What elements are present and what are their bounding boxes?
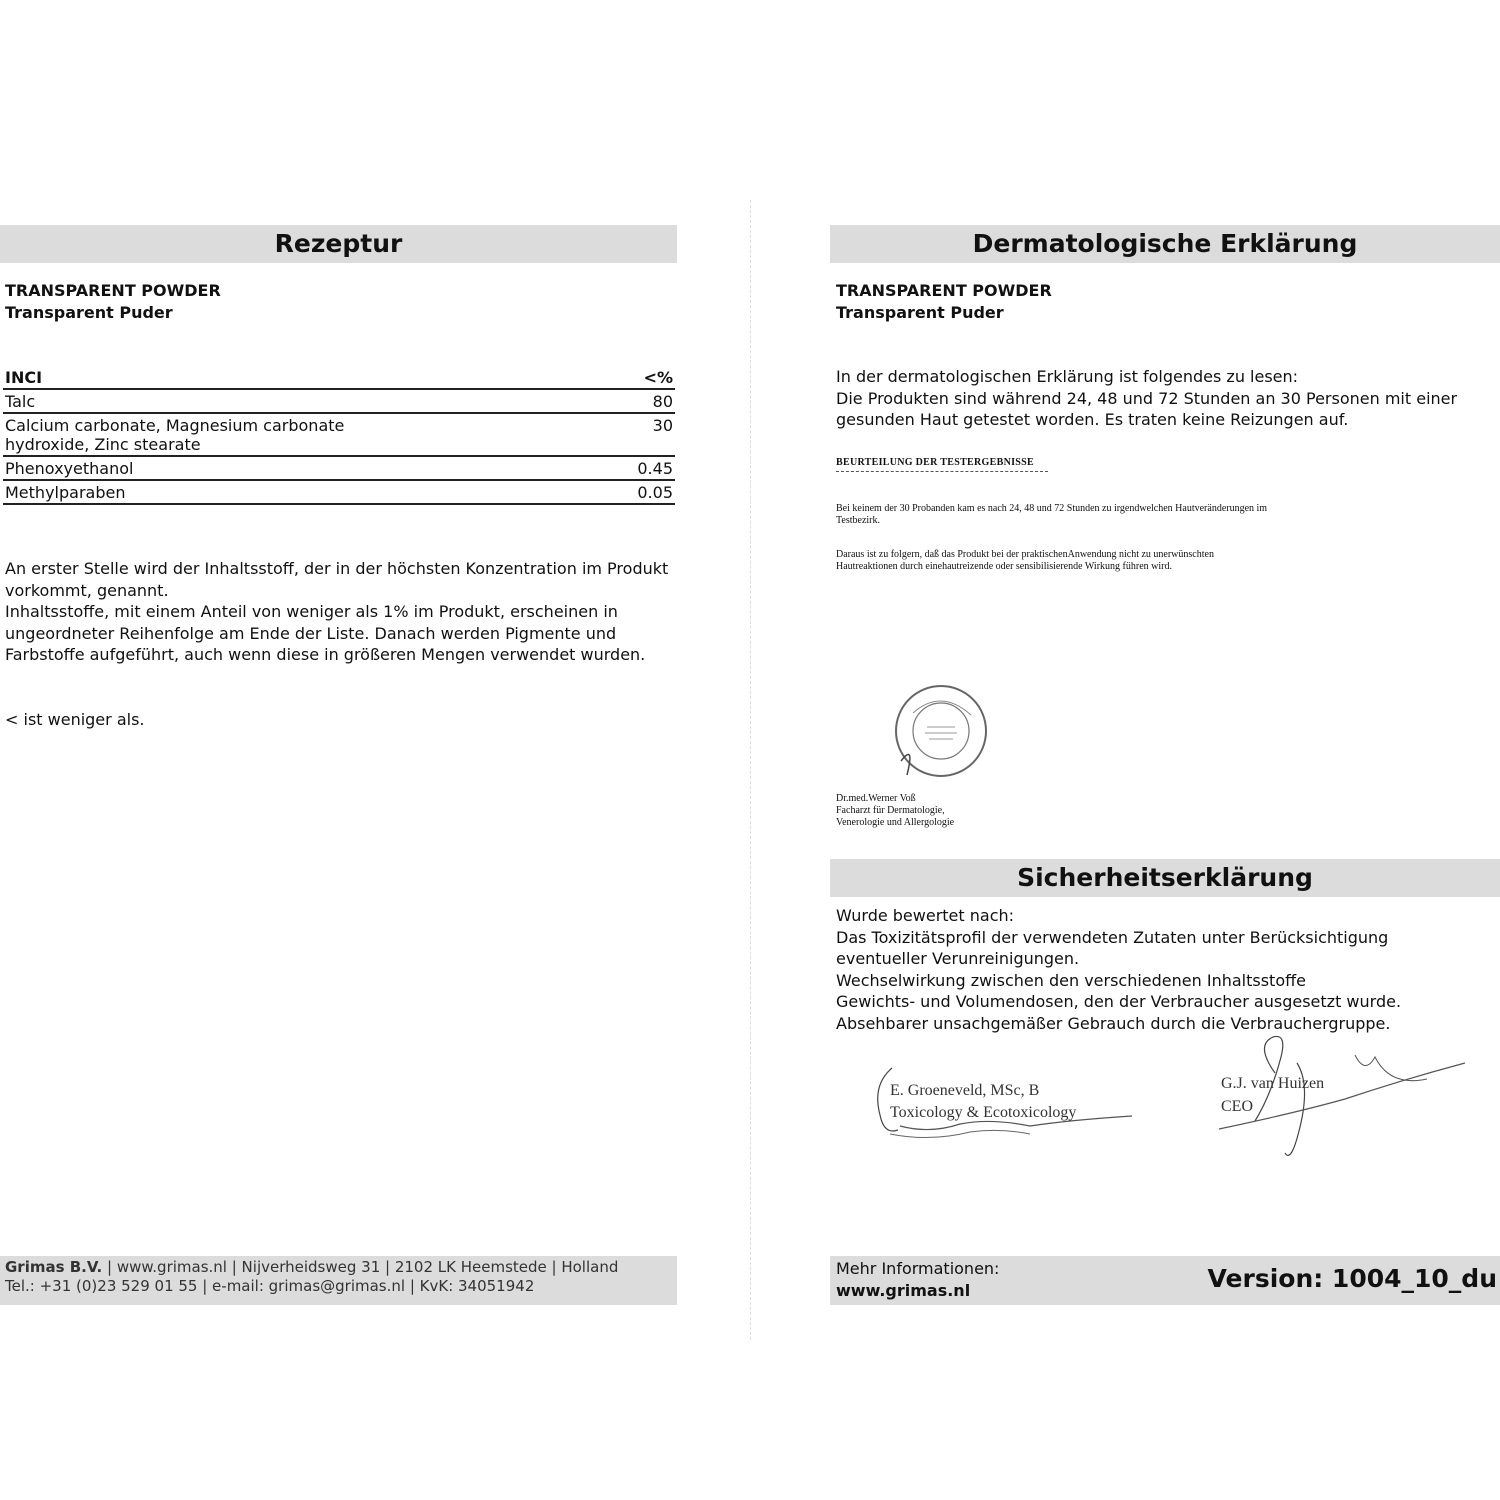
- intro-line: In der dermatologischen Erklärung ist folgendes zu lesen:: [836, 367, 1299, 386]
- left-footer: [0, 1256, 677, 1305]
- signature-1-role: Toxicology & Ecotoxicology: [890, 1104, 1077, 1121]
- table-row: [3, 480, 675, 504]
- version-label: Version: 1004_10_du: [1207, 1264, 1497, 1293]
- rezeptur-title: Rezeptur: [0, 225, 677, 263]
- scan-paragraph-1: Bei keinem der 30 Probanden kam es nach 24, 48 und 72 Stunden zu irgendwelchen Hautveränderungen im Testbezirk.: [836, 503, 1268, 526]
- footer-contact: Tel.: +31 (0)23 529 01 55 | e-mail: grimas@grimas.nl | KvK: 34051942: [5, 1277, 535, 1295]
- right-product-subname: Transparent Puder: [836, 303, 1004, 322]
- safety-line: Wechselwirkung zwischen den verschiedenen Inhaltsstoffe: [836, 970, 1306, 990]
- percent-header: <%: [643, 368, 673, 387]
- signature-2-name: G.J. van Huizen: [1221, 1075, 1325, 1092]
- inci-table-wrap: [3, 366, 675, 505]
- table-row: [3, 389, 675, 413]
- page-divider: [750, 200, 751, 1340]
- safety-line: Absehbarer unsachgemäßer Gebrauch durch die Verbrauchergruppe.: [836, 1013, 1391, 1033]
- ingredient-name: Phenoxyethanol: [5, 459, 134, 478]
- ingredient-value: 30: [652, 416, 673, 435]
- left-paragraph-1: An erster Stelle wird der Inhaltsstoff, der in der höchsten Konzentration im Produkt vorkommt, genannt.: [5, 559, 669, 600]
- left-paragraph-2: Inhaltsstoffe, mit einem Anteil von weniger als 1% im Produkt, erscheinen in ungeordneter Reihenfolge am Ende der Liste. Danach werden Pigmente und Farbstoffe aufgeführt, auch wenn diese in größeren Mengen verwendet wurden.: [5, 602, 646, 664]
- safety-line: Das Toxizitätsprofil der verwendeten Zutaten unter Berücksichtigung eventueller Verunreinigungen.: [836, 927, 1389, 968]
- scan-paragraph-2: Daraus ist zu folgern, daß das Produkt bei der praktischenAnwendung nicht zu unerwünschten Hautreaktionen durch einehautreizende oder sensibilisierende Wirkung führen wird.: [836, 549, 1214, 572]
- footer-address: | www.grimas.nl | Nijverheidsweg 31 | 2102 LK Heemstede | Holland: [102, 1258, 619, 1276]
- inci-header: INCI: [5, 368, 43, 387]
- website-link[interactable]: www.grimas.nl: [836, 1281, 971, 1300]
- signature-1-name: E. Groeneveld, MSc, B: [890, 1082, 1040, 1099]
- signature-2-role: CEO: [1221, 1098, 1253, 1115]
- safety-line: Wurde bewertet nach:: [836, 906, 1015, 925]
- left-product-name: TRANSPARENT POWDER: [5, 281, 221, 300]
- doctor-signature-block: [836, 793, 954, 829]
- more-info-label: Mehr Informationen:: [836, 1259, 1000, 1278]
- inci-table-header: [3, 366, 675, 389]
- safety-line: Gewichts- und Volumendosen, den der Verbraucher ausgesetzt wurde.: [836, 992, 1402, 1011]
- left-product-subname: Transparent Puder: [5, 303, 173, 322]
- table-row: [3, 413, 675, 456]
- right-footer: [830, 1256, 1500, 1305]
- ingredient-value: 0.45: [637, 459, 673, 478]
- scan-heading-underline: [836, 471, 1048, 472]
- ingredient-value: 0.05: [637, 483, 673, 502]
- intro-line: Die Produkten sind während 24, 48 und 72 Stunden an 30 Personen mit einer gesunden Haut getestet worden. Es traten keine Reizungen auf.: [836, 388, 1458, 429]
- ingredient-name: Methylparaben: [5, 483, 126, 502]
- dermatology-title: Dermatologische Erklärung: [830, 225, 1500, 263]
- dermatology-stamp: [893, 683, 989, 779]
- doctor-line: Venerologie und Allergologie: [836, 817, 955, 828]
- doctor-line: Facharzt für Dermatologie,: [836, 805, 945, 816]
- inci-table: [3, 366, 675, 505]
- ingredient-value: 80: [652, 392, 673, 411]
- less-than-legend: < ist weniger als.: [5, 710, 145, 729]
- dermatology-intro: [836, 366, 1476, 431]
- ingredient-name: Talc: [5, 392, 36, 411]
- doctor-line: Dr.med.Werner Voß: [836, 793, 916, 804]
- signature-van-huizen: [1215, 1035, 1470, 1165]
- safety-statement: [836, 905, 1476, 1034]
- right-product-name: TRANSPARENT POWDER: [836, 281, 1052, 300]
- signature-groeneveld: [870, 1060, 1140, 1155]
- table-row: [3, 456, 675, 480]
- scan-heading: BEURTEILUNG DER TESTERGEBNISSE: [836, 457, 1034, 468]
- footer-company: Grimas B.V.: [5, 1258, 103, 1276]
- safety-title: Sicherheitserklärung: [830, 859, 1500, 897]
- ingredient-name: Calcium carbonate, Magnesium carbonate hydroxide, Zinc stearate: [5, 416, 345, 454]
